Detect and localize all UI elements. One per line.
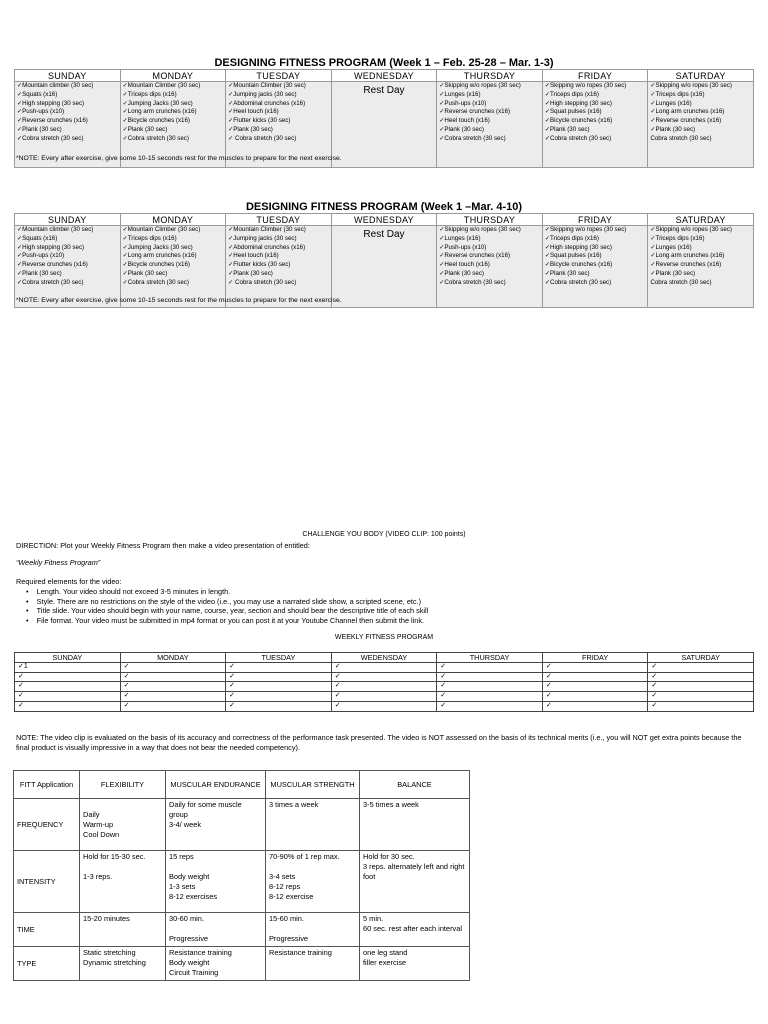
week2-exercise-row: [15, 226, 754, 308]
checklist-cell[interactable]: ✓: [437, 692, 543, 702]
exercise-item: ✓Cobra stretch (30 sec): [122, 278, 189, 286]
day-header: MONDAY: [120, 70, 226, 82]
fitt-cell: [80, 799, 166, 851]
checklist-row: [15, 682, 754, 692]
exercise-item: ✓Jumping Jacks (30 sec): [122, 243, 193, 251]
fitt-cell: [266, 799, 360, 851]
fitt-table: [13, 770, 470, 981]
week2-monday-cell: [120, 226, 226, 308]
checklist-cell[interactable]: ✓: [226, 692, 332, 702]
fitt-cell: [80, 913, 166, 947]
fitt-cell-line: filler exercise: [363, 958, 407, 967]
fitt-cell-line: Cool Down: [83, 830, 120, 839]
checklist-cell[interactable]: ✓: [120, 701, 226, 711]
exercise-item: ✓Triceps dips (x16): [122, 90, 177, 98]
week1-schedule-table: [14, 69, 754, 168]
fitt-cell-line: 30-60 min.: [169, 914, 204, 923]
exercise-item: ✓Squats (x16): [17, 234, 58, 242]
fitt-header-cell: BALANCE: [360, 771, 470, 799]
day-header: FRIDAY: [542, 653, 648, 663]
exercise-item: ✓Triceps dips (x16): [650, 234, 705, 242]
exercise-item: ✓Abdominal crunches (x16): [228, 99, 306, 107]
fitt-cell: [166, 799, 266, 851]
checklist-row: [15, 701, 754, 711]
exercise-item: ✓Squats (x16): [17, 90, 58, 98]
exercise-item: ✓Jumping Jacks (30 sec): [122, 99, 193, 107]
exercise-item: ✓Plank (30 sec): [650, 125, 696, 133]
checklist-cell[interactable]: ✓: [648, 701, 754, 711]
exercise-item: ✓Plank (30 sec): [544, 125, 590, 133]
exercise-item: ✓Heel touch (x16): [228, 252, 279, 260]
checklist-cell[interactable]: ✓: [226, 672, 332, 682]
exercise-item: ✓Skipping w/o ropes (30 sec): [650, 226, 732, 233]
exercise-item: ✓Mountain climber (30 sec): [17, 82, 94, 89]
fitt-cell: [80, 851, 166, 913]
checklist-row: [15, 692, 754, 702]
exercise-item: ✓Lunges (x16): [650, 99, 692, 107]
day-header: SUNDAY: [15, 653, 121, 663]
checklist-cell[interactable]: ✓: [542, 701, 648, 711]
fitt-header-cell: MUSCULAR STRENGTH: [266, 771, 360, 799]
week1-title: DESIGNING FITNESS PROGRAM (Week 1 – Feb. 25-28 – Mar. 1-3): [214, 57, 554, 69]
exercise-item: ✓Bicycle crunches (x16): [544, 117, 613, 125]
fitt-cell-line: Progressive: [169, 934, 209, 943]
requirement-item: • Style. There are no restrictions on the style of the video (i.e., you may use a narrated slide show, a scripted scene, etc.): [26, 596, 422, 606]
exercise-item: Cobra stretch (30 sec): [650, 134, 712, 142]
fitt-cell-line: Body weight: [169, 872, 210, 881]
exercise-item: ✓Jumping jacks (30 sec): [228, 234, 297, 242]
week1-wednesday-cell: [331, 82, 437, 168]
exercise-item: ✓Abdominal crunches (x16): [228, 243, 306, 251]
checklist-cell[interactable]: ✓: [437, 682, 543, 692]
exercise-item: ✓Triceps dips (x16): [544, 90, 599, 98]
fitt-cell-line: 8-12 exercise: [269, 892, 314, 901]
exercise-item: ✓Plank (30 sec): [17, 269, 62, 277]
fitt-cell-line: Static stretching: [83, 948, 136, 957]
fitt-row-label: FREQUENCY: [14, 799, 80, 851]
exercise-item: ✓Plank (30 sec): [544, 269, 590, 277]
checklist-cell[interactable]: ✓: [331, 663, 437, 673]
exercise-item: ✓Cobra stretch (30 sec): [439, 278, 506, 286]
exercise-item: ✓Push-ups (x10): [439, 99, 487, 107]
fitt-cell-line: 3-4/ week: [169, 820, 202, 829]
day-header: WEDENSDAY: [331, 653, 437, 663]
exercise-item: ✓Plank (30 sec): [17, 125, 62, 133]
checklist-cell[interactable]: ✓: [542, 692, 648, 702]
checklist-cell[interactable]: ✓: [648, 682, 754, 692]
fitt-cell-line: [83, 862, 162, 872]
fitt-row: [14, 947, 470, 981]
exercise-item: ✓Squat pulses (x16): [544, 252, 602, 260]
fitt-cell: [166, 913, 266, 947]
fitt-cell: [360, 913, 470, 947]
day-header: TUESDAY: [226, 653, 332, 663]
fitt-cell-line: 1-3 sets: [169, 882, 196, 891]
rest-note: *NOTE: Every after exercise, give some 10-15 seconds rest for the muscles to prepare for the next exercise.: [16, 155, 342, 162]
exercise-item: ✓Lunges (x16): [650, 243, 692, 251]
fitt-row-label: TYPE: [14, 947, 80, 981]
fitt-cell-line: [169, 862, 262, 872]
week1-day-header-row: [15, 70, 754, 82]
exercise-item: ✓Bicycle crunches (x16): [122, 117, 190, 125]
day-header: THURSDAY: [437, 70, 543, 82]
fitt-cell-line: 3-4 sets: [269, 872, 296, 881]
day-header: MONDAY: [120, 214, 226, 226]
day-header: THURSDAY: [437, 214, 543, 226]
day-header: WEDNESDAY: [331, 214, 437, 226]
exercise-item: ✓Heel touch (x16): [228, 108, 279, 116]
requirements-list: [26, 587, 428, 625]
weekly-program-heading: WEEKLY FITNESS PROGRAM: [334, 634, 434, 641]
day-header: WEDNESDAY: [331, 70, 437, 82]
week1-thursday-cell: [437, 82, 543, 168]
fitt-cell-line: 70-90% of 1 rep max.: [269, 852, 340, 861]
fitt-cell-line: [169, 924, 262, 934]
weekly-program-table: [14, 652, 754, 712]
exercise-item: ✓Long arm crunches (x16): [650, 252, 725, 260]
requirement-item: • Length. Your video should not exceed 3-5 minutes in length.: [26, 587, 231, 596]
exercise-item: ✓Push-ups (x10): [17, 108, 65, 116]
week1-saturday-cell: [648, 82, 754, 168]
exercise-item: ✓Plank (30 sec): [439, 125, 484, 133]
checklist-cell[interactable]: ✓1: [15, 663, 121, 673]
fitt-cell-line: 15-20 minutes: [83, 914, 130, 923]
fitt-cell-line: Hold for 15-30 sec.: [83, 852, 146, 861]
checklist-cell[interactable]: ✓: [226, 682, 332, 692]
exercise-item: ✓Long arm crunches (x16): [122, 108, 197, 116]
fitt-cell-line: 60 sec. rest after each interval: [363, 924, 463, 933]
exercise-item: ✓Mountain Climber (30 sec): [122, 226, 201, 233]
fitt-cell-line: [269, 924, 356, 934]
fitt-cell-line: Circuit Training: [169, 968, 219, 977]
exercise-item: ✓Triceps dips (x16): [122, 234, 177, 242]
requirement-item: • Title slide. Your video should begin with your name, course, year, section and should bear the descriptive title of each skill: [26, 606, 429, 615]
exercise-item: ✓Cobra stretch (30 sec): [17, 134, 84, 142]
entitled-text: “Weekly Fitness Program”: [16, 558, 101, 567]
exercise-item: ✓Lunges (x16): [439, 90, 481, 98]
exercise-item: ✓Reverse crunches (x16): [439, 108, 511, 116]
exercise-item: ✓Heel touch (x16): [439, 117, 490, 125]
day-header: MONDAY: [120, 653, 226, 663]
exercise-item: ✓Skipping w/o ropes (30 sec): [544, 82, 627, 89]
exercise-item: ✓Plank (30 sec): [228, 269, 273, 277]
fitt-cell-line: Resistance training: [169, 948, 232, 957]
week2-schedule-table: [14, 213, 754, 308]
fitt-cell-line: Warm-up: [83, 820, 114, 829]
checklist-cell[interactable]: ✓: [542, 682, 648, 692]
checklist-cell[interactable]: ✓: [15, 701, 121, 711]
checklist-cell[interactable]: ✓: [437, 672, 543, 682]
checklist-cell[interactable]: ✓: [648, 692, 754, 702]
checklist-cell[interactable]: ✓: [331, 682, 437, 692]
fitt-cell: [266, 851, 360, 913]
fitt-cell-line: Dynamic stretching: [83, 958, 146, 967]
exercise-item: ✓Flutter kicks (30 sec): [228, 261, 291, 269]
fitt-cell-line: 3 times a week: [269, 800, 319, 809]
exercise-item: ✓Cobra stretch (30 sec): [544, 278, 612, 286]
exercise-item: ✓Cobra stretch (30 sec): [122, 134, 189, 142]
fitt-row-label: TIME: [14, 913, 80, 947]
day-header: SUNDAY: [15, 214, 121, 226]
exercise-item: ✓Lunges (x16): [439, 234, 481, 242]
fitt-cell: [166, 947, 266, 981]
weekly-header-row: [15, 653, 754, 663]
exercise-item: ✓Plank (30 sec): [650, 269, 696, 277]
challenge-heading: CHALLENGE YOU BODY (VIDEO CLIP: 100 points): [302, 531, 466, 538]
exercise-item: ✓Bicycle crunches (x16): [122, 261, 190, 269]
checklist-cell[interactable]: ✓: [15, 692, 121, 702]
week2-title: DESIGNING FITNESS PROGRAM (Week 1 –Mar. 4-10): [245, 201, 523, 213]
exercise-item: ✓Skipping w/o ropes (30 sec): [650, 82, 732, 89]
checklist-cell[interactable]: ✓: [542, 663, 648, 673]
fitt-cell-line: Resistance training: [269, 948, 332, 957]
fitt-cell-line: 3-5 times a week: [363, 800, 419, 809]
assessment-note: NOTE: The video clip is evaluated on the basis of its accuracy and correctness of the performance task presented. The video is NOT assessed on the basis of its technical merits (i.e., you will NOT get extra points because the final product is visually impressive in a way that does not bear the needed competency).: [16, 733, 742, 752]
checklist-cell[interactable]: ✓: [542, 672, 648, 682]
checklist-cell[interactable]: ✓: [437, 663, 543, 673]
exercise-item: Cobra stretch (30 sec): [650, 278, 712, 286]
exercise-item: ✓Mountain Climber (30 sec): [122, 82, 201, 89]
exercise-item: ✓High stepping (30 sec): [544, 99, 612, 107]
checklist-cell[interactable]: ✓: [226, 701, 332, 711]
week2-thursday-cell: [437, 226, 543, 308]
exercise-item: ✓Mountain climber (30 sec): [17, 226, 94, 233]
fitt-cell-line: 1-3 reps.: [83, 872, 113, 881]
exercise-item: ✓Reverse crunches (x16): [17, 261, 88, 269]
day-header: TUESDAY: [226, 70, 332, 82]
fitt-cell-line: 3 reps. alternately left and right foot: [363, 862, 465, 881]
fitt-header-cell: FLEXIBILITY: [80, 771, 166, 799]
exercise-item: ✓Plank (30 sec): [122, 269, 168, 277]
fitt-row: [14, 913, 470, 947]
exercise-item: ✓Heel touch (x16): [439, 261, 490, 269]
fitt-cell-line: Body weight: [169, 958, 210, 967]
fitt-cell-line: [269, 862, 356, 872]
exercise-item: ✓Long arm crunches (x16): [650, 108, 725, 116]
exercise-item: ✓Jumping jacks (30 sec): [228, 90, 297, 98]
rest-day-label: Rest Day: [363, 229, 405, 240]
exercise-item: ✓ Cobra stretch (30 sec): [228, 278, 297, 286]
exercise-item: ✓Push-ups (x10): [439, 243, 487, 251]
exercise-item: ✓Skipping w/o ropes (30 sec): [544, 226, 627, 233]
checklist-cell[interactable]: ✓: [648, 672, 754, 682]
week2-saturday-cell: [648, 226, 754, 308]
fitt-cell-line: Hold for 30 sec.: [363, 852, 415, 861]
checklist-cell[interactable]: ✓: [331, 692, 437, 702]
exercise-item: ✓Reverse crunches (x16): [439, 252, 511, 260]
day-header: TUESDAY: [226, 214, 332, 226]
week2-tuesday-cell: [226, 226, 332, 308]
fitt-cell-line: Daily: [83, 810, 100, 819]
exercise-item: ✓ Cobra stretch (30 sec): [228, 134, 297, 142]
exercise-item: ✓Squat pulses (x16): [544, 108, 602, 116]
fitt-row: [14, 851, 470, 913]
checklist-cell[interactable]: ✓: [15, 682, 121, 692]
day-header: SATURDAY: [648, 214, 754, 226]
exercise-item: ✓Triceps dips (x16): [544, 234, 599, 242]
checklist-cell[interactable]: ✓: [120, 682, 226, 692]
checklist-cell[interactable]: ✓: [226, 663, 332, 673]
checklist-row: [15, 672, 754, 682]
week2-day-header-row: [15, 214, 754, 226]
checklist-cell[interactable]: ✓: [437, 701, 543, 711]
exercise-item: ✓Plank (30 sec): [439, 269, 484, 277]
checklist-cell[interactable]: ✓: [120, 692, 226, 702]
checklist-cell[interactable]: ✓: [648, 663, 754, 673]
rest-note: *NOTE: Every after exercise, give some 10-15 seconds rest for the muscles to prepare for the next exercise.: [16, 297, 342, 304]
exercise-item: ✓Plank (30 sec): [122, 125, 168, 133]
fitt-cell: [360, 851, 470, 913]
day-header: FRIDAY: [542, 70, 648, 82]
required-elements-label: Required elements for the video:: [16, 577, 122, 586]
fitt-cell-line: 5 min.: [363, 914, 384, 923]
checklist-cell[interactable]: ✓: [120, 672, 226, 682]
exercise-item: ✓Flutter kicks (30 sec): [228, 117, 291, 125]
exercise-item: ✓Long arm crunches (x16): [122, 252, 197, 260]
fitt-cell: [360, 799, 470, 851]
fitt-cell-line: 8-12 exercises: [169, 892, 218, 901]
fitt-cell: [360, 947, 470, 981]
fitt-cell: [266, 947, 360, 981]
exercise-item: ✓Reverse crunches (x16): [650, 261, 722, 269]
weekly-checklist-body: [15, 663, 754, 712]
fitt-cell-line: Progressive: [269, 934, 309, 943]
day-header: FRIDAY: [542, 214, 648, 226]
fitt-cell-line: one leg stand: [363, 948, 408, 957]
fitt-row-label: INTENSITY: [14, 851, 80, 913]
exercise-item: ✓Bicycle crunches (x16): [544, 261, 613, 269]
week2-friday-cell: [542, 226, 648, 308]
day-header: SATURDAY: [648, 70, 754, 82]
checklist-cell[interactable]: ✓: [120, 663, 226, 673]
exercise-item: ✓Cobra stretch (30 sec): [439, 134, 506, 142]
fitt-cell: [266, 913, 360, 947]
exercise-item: ✓Skipping w/o ropes (30 sec): [439, 82, 521, 89]
day-header: SATURDAY: [648, 653, 754, 663]
exercise-item: ✓Reverse crunches (x16): [650, 117, 722, 125]
fitt-row: [14, 799, 470, 851]
exercise-item: ✓High stepping (30 sec): [17, 99, 85, 107]
fitt-cell-line: 15 reps: [169, 852, 194, 861]
fitt-header-cell: MUSCULAR ENDURANCE: [166, 771, 266, 799]
exercise-item: ✓Triceps dips (x16): [650, 90, 705, 98]
checklist-cell[interactable]: ✓: [331, 672, 437, 682]
checklist-cell[interactable]: ✓: [331, 701, 437, 711]
direction-text: DIRECTION: Plot your Weekly Fitness Program then make a video presentation of entitled:: [16, 541, 310, 550]
day-header: THURSDAY: [437, 653, 543, 663]
rest-day-label: Rest Day: [363, 85, 405, 96]
fitt-cell-line: [83, 800, 162, 810]
week1-friday-cell: [542, 82, 648, 168]
exercise-item: ✓Cobra stretch (30 sec): [17, 278, 84, 286]
fitt-header-cell: FITT Application: [14, 771, 80, 799]
fitt-cell: [80, 947, 166, 981]
exercise-item: ✓Mountain Climber (30 sec): [228, 226, 306, 233]
week2-wednesday-cell: [331, 226, 437, 308]
week2-sunday-cell: [15, 226, 121, 308]
exercise-item: ✓Cobra stretch (30 sec): [544, 134, 612, 142]
checklist-cell[interactable]: ✓: [15, 672, 121, 682]
day-header: SUNDAY: [15, 70, 121, 82]
exercise-item: ✓High stepping (30 sec): [544, 243, 612, 251]
fitt-header-row: [14, 771, 470, 799]
exercise-item: ✓Plank (30 sec): [228, 125, 273, 133]
exercise-item: ✓Skipping w/o ropes (30 sec): [439, 226, 521, 233]
exercise-item: ✓High stepping (30 sec): [17, 243, 85, 251]
exercise-item: ✓Reverse crunches (x16): [17, 117, 88, 125]
checklist-row: [15, 663, 754, 673]
requirement-item: • File format. Your video must be submitted in mp4 format or you can post it at your Youtube Channel then submit the link.: [26, 615, 425, 625]
fitt-cell-line: 8-12 reps: [269, 882, 301, 891]
fitt-cell-line: Daily for some muscle group: [169, 800, 242, 819]
fitt-cell: [166, 851, 266, 913]
fitt-cell-line: 15-60 min.: [269, 914, 304, 923]
exercise-item: ✓Mountain Climber (30 sec): [228, 82, 306, 89]
exercise-item: ✓Push-ups (x10): [17, 252, 65, 260]
